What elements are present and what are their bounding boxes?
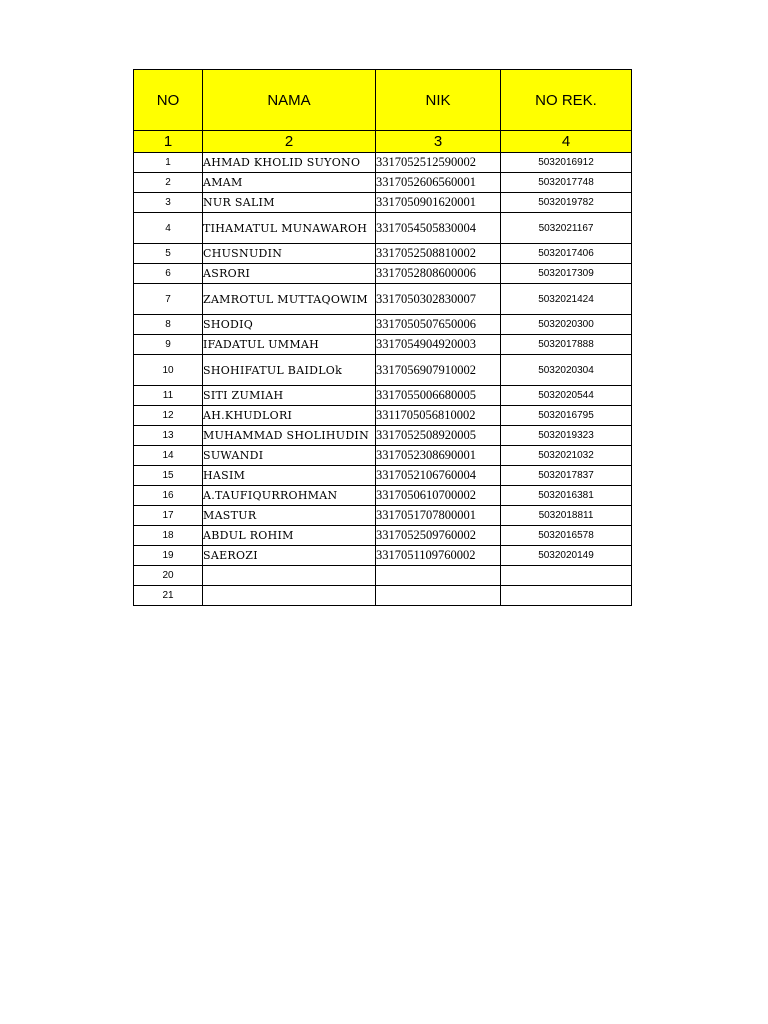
row-no-cell: 1 [134,153,203,173]
row-no-cell: 15 [134,466,203,486]
row-no-cell: 4 [134,213,203,244]
row-nik-cell: 3317052508810002 [376,244,501,264]
row-no-cell: 8 [134,315,203,335]
table-row [134,426,632,446]
column-index-3: 3 [376,131,501,153]
row-nama-cell: SHOHIFATUL BAIDLOk [203,355,376,386]
table-row [134,173,632,193]
row-nik-cell: 3317052106760004 [376,466,501,486]
row-nama-cell: MUHAMMAD SHOLIHUDIN [203,426,376,446]
row-no-rek-cell: 5032016912 [501,153,632,173]
row-nama-cell [203,566,376,586]
table-row [134,355,632,386]
row-no-rek-cell [501,586,632,606]
table-row [134,486,632,506]
header-nama: NAMA [203,70,376,131]
row-nik-cell: 3311705056810002 [376,406,501,426]
row-no-rek-cell: 5032019782 [501,193,632,213]
header-nik: NIK [376,70,501,131]
column-index-1: 1 [134,131,203,153]
row-nama-cell: A.TAUFIQURROHMAN [203,486,376,506]
row-no-cell: 5 [134,244,203,264]
table-row [134,315,632,335]
table-row [134,406,632,426]
row-no-cell: 13 [134,426,203,446]
row-nik-cell: 3317051109760002 [376,546,501,566]
row-nik-cell: 3317054904920003 [376,335,501,355]
row-nama-cell: MASTUR [203,506,376,526]
row-no-cell: 10 [134,355,203,386]
table-row [134,244,632,264]
row-nik-cell: 3317050507650006 [376,315,501,335]
table-row [134,446,632,466]
table-row [134,153,632,173]
row-nama-cell: CHUSNUDIN [203,244,376,264]
table-body [134,153,632,606]
column-index-2: 2 [203,131,376,153]
row-nik-cell: 3317050302830007 [376,284,501,315]
row-no-cell: 11 [134,386,203,406]
row-no-rek-cell: 5032021424 [501,284,632,315]
row-no-rek-cell: 5032016578 [501,526,632,546]
row-no-rek-cell: 5032017837 [501,466,632,486]
row-no-cell: 20 [134,566,203,586]
row-no-cell: 14 [134,446,203,466]
column-index-row [134,131,632,153]
row-no-cell: 9 [134,335,203,355]
row-no-cell: 6 [134,264,203,284]
row-nik-cell [376,566,501,586]
header-no: NO [134,70,203,131]
column-index-4: 4 [501,131,632,153]
table-row [134,386,632,406]
recipient-table [133,69,632,606]
row-nama-cell: HASIM [203,466,376,486]
row-nik-cell: 3317050610700002 [376,486,501,506]
row-nama-cell: AH.KHUDLORI [203,406,376,426]
row-no-rek-cell [501,566,632,586]
row-nama-cell: SITI ZUMIAH [203,386,376,406]
row-no-rek-cell: 5032017309 [501,264,632,284]
table-row [134,213,632,244]
row-no-rek-cell: 5032017888 [501,335,632,355]
row-nama-cell: SAEROZI [203,546,376,566]
row-no-rek-cell: 5032016381 [501,486,632,506]
row-no-cell: 3 [134,193,203,213]
row-no-cell: 7 [134,284,203,315]
row-no-cell: 19 [134,546,203,566]
row-no-rek-cell: 5032020149 [501,546,632,566]
row-no-rek-cell: 5032017748 [501,173,632,193]
row-nik-cell: 3317051707800001 [376,506,501,526]
row-no-rek-cell: 5032016795 [501,406,632,426]
row-nama-cell: ZAMROTUL MUTTAQOWIM [203,284,376,315]
table-row [134,546,632,566]
row-nama-cell: SUWANDI [203,446,376,466]
row-nik-cell: 3317052808600006 [376,264,501,284]
row-nama-cell: ABDUL ROHIM [203,526,376,546]
row-nik-cell [376,586,501,606]
table-row [134,335,632,355]
header-row [134,70,632,131]
row-no-cell: 2 [134,173,203,193]
row-nama-cell: ASRORI [203,264,376,284]
row-nik-cell: 3317052308690001 [376,446,501,466]
row-nik-cell: 3317054505830004 [376,213,501,244]
row-no-rek-cell: 5032019323 [501,426,632,446]
row-no-cell: 21 [134,586,203,606]
table-row [134,586,632,606]
row-nik-cell: 3317050901620001 [376,193,501,213]
row-no-cell: 12 [134,406,203,426]
row-no-cell: 18 [134,526,203,546]
row-no-rek-cell: 5032020304 [501,355,632,386]
table-row [134,264,632,284]
row-nik-cell: 3317052509760002 [376,526,501,546]
row-no-rek-cell: 5032021032 [501,446,632,466]
row-nik-cell: 3317052606560001 [376,173,501,193]
table-row [134,284,632,315]
row-nama-cell: AMAM [203,173,376,193]
table-row [134,566,632,586]
row-nama-cell: TIHAMATUL MUNAWAROH [203,213,376,244]
row-no-rek-cell: 5032017406 [501,244,632,264]
row-nama-cell: IFADATUL UMMAH [203,335,376,355]
table-row [134,193,632,213]
row-nik-cell: 3317055006680005 [376,386,501,406]
row-nik-cell: 3317052512590002 [376,153,501,173]
row-no-rek-cell: 5032020300 [501,315,632,335]
row-nama-cell: AHMAD KHOLID SUYONO [203,153,376,173]
table-row [134,506,632,526]
row-nik-cell: 3317052508920005 [376,426,501,446]
row-no-cell: 17 [134,506,203,526]
header-no-rek: NO REK. [501,70,632,131]
row-no-rek-cell: 5032021167 [501,213,632,244]
row-nama-cell [203,586,376,606]
row-nama-cell: NUR SALIM [203,193,376,213]
row-nama-cell: SHODIQ [203,315,376,335]
row-no-rek-cell: 5032018811 [501,506,632,526]
table-row [134,466,632,486]
row-no-cell: 16 [134,486,203,506]
table-row [134,526,632,546]
row-no-rek-cell: 5032020544 [501,386,632,406]
row-nik-cell: 3317056907910002 [376,355,501,386]
